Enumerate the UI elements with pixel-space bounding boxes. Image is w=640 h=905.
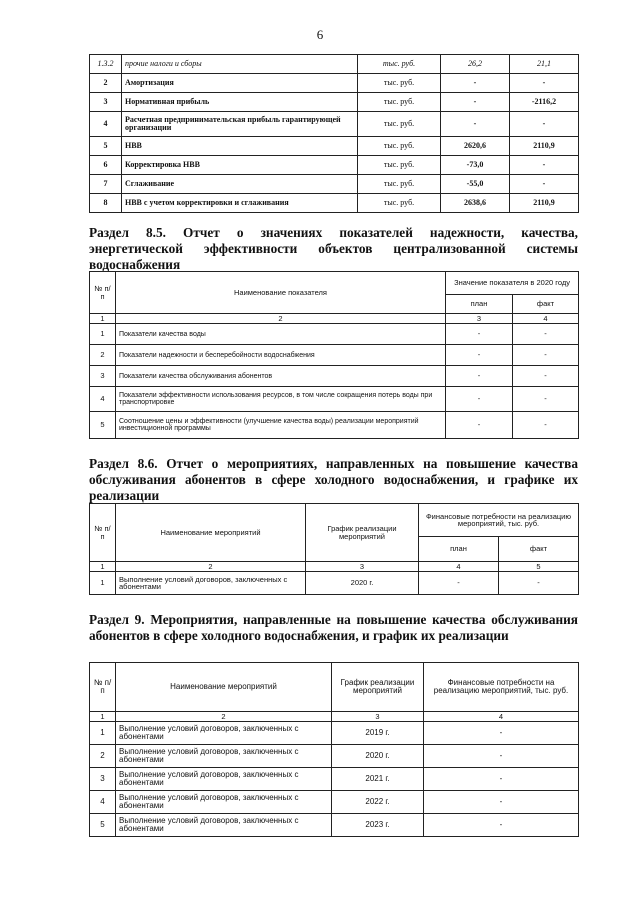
row-fact-value: - [510,175,579,194]
row-plan-value: - [446,324,513,345]
row-number: 3 [90,93,122,112]
measures-plan-table [89,662,579,837]
row-finance-value: - [424,722,579,745]
col-header-plan: план [446,295,513,314]
col-header-fact: факт [499,537,579,562]
row-schedule: 2021 г. [332,768,424,791]
table-row [90,55,579,74]
table-row [90,768,579,791]
table-row [90,791,579,814]
row-name: Расчетная предпринимательская прибыль гарантирующей организации [122,112,358,137]
row-fact-value: 21,1 [510,55,579,74]
table-row [90,112,579,137]
col-number: 1 [90,562,116,572]
row-plan-value: 26,2 [441,55,510,74]
row-plan-value: - [419,572,499,595]
row-name: Соотношение цены и эффективности (улучшение качества воды) реализации мероприятий инвестиционной программы [116,412,446,439]
section-8-6-heading: Раздел 8.6. Отчет о мероприятиях, направленных на повышение качества обслуживания абонентов в сфере холодного водоснабжения, и графике их реализации [89,456,578,503]
table-row [90,137,579,156]
row-plan-value: - [441,93,510,112]
table-row [90,366,579,387]
col-header-finance: Финансовые потребности на реализацию мероприятий, тыс. руб. [424,663,579,712]
row-plan-value: - [446,412,513,439]
row-number: 4 [90,112,122,137]
col-header-schedule: График реализации мероприятий [332,663,424,712]
row-fact-value: - [510,74,579,93]
row-plan-value: 2638,6 [441,194,510,213]
col-number: 4 [513,314,579,324]
row-plan-value: - [446,366,513,387]
row-plan-value: - [441,74,510,93]
col-header-num: № п/п [90,272,116,314]
table-row [90,745,579,768]
row-number: 1 [90,722,116,745]
row-fact-value: - [513,345,579,366]
table-row [90,387,579,412]
row-name: Показатели качества воды [116,324,446,345]
table-row [90,814,579,837]
row-finance-value: - [424,768,579,791]
row-fact-value: 2110,9 [510,194,579,213]
row-plan-value: - [446,345,513,366]
row-unit: тыс. руб. [358,194,441,213]
col-number: 4 [424,712,579,722]
table-row [90,93,579,112]
row-fact-value: - [513,412,579,439]
row-number: 5 [90,137,122,156]
col-number: 3 [332,712,424,722]
row-number: 7 [90,175,122,194]
col-number: 4 [419,562,499,572]
col-header-schedule: График реализации мероприятий [306,504,419,562]
col-header-finance: Финансовые потребности на реализацию мероприятий, тыс. руб. [419,504,579,537]
row-name: Выполнение условий договоров, заключенных с абонентами [116,722,332,745]
row-fact-value: - [513,387,579,412]
indicators-table [89,271,579,439]
row-plan-value: - [441,112,510,137]
row-unit: тыс. руб. [358,55,441,74]
row-name: Амортизация [122,74,358,93]
row-name: Выполнение условий договоров, заключенных с абонентами [116,768,332,791]
row-finance-value: - [424,814,579,837]
row-name: Выполнение условий договоров, заключенных с абонентами [116,814,332,837]
row-number: 1.3.2 [90,55,122,74]
section-8-5-heading: Раздел 8.5. Отчет о значениях показателей надежности, качества, энергетической эффективности объектов централизованной системы водоснабжения [89,225,578,272]
row-name: Выполнение условий договоров, заключенных с абонентами [116,572,306,595]
table-row [90,324,579,345]
row-unit: тыс. руб. [358,175,441,194]
row-fact-value: - [513,366,579,387]
row-schedule: 2020 г. [332,745,424,768]
row-name: Выполнение условий договоров, заключенных с абонентами [116,745,332,768]
row-unit: тыс. руб. [358,93,441,112]
row-number: 4 [90,791,116,814]
row-fact-value: - [510,156,579,175]
table-row [90,345,579,366]
row-schedule: 2019 г. [332,722,424,745]
row-schedule: 2022 г. [332,791,424,814]
row-number: 5 [90,412,116,439]
row-number: 6 [90,156,122,175]
table-row [90,572,579,595]
row-name: Показатели качества обслуживания абонентов [116,366,446,387]
row-fact-value: -2116,2 [510,93,579,112]
col-header-plan: план [419,537,499,562]
row-name: Показатели надежности и бесперебойности водоснабжения [116,345,446,366]
row-number: 1 [90,572,116,595]
row-schedule: 2023 г. [332,814,424,837]
row-plan-value: 2620,6 [441,137,510,156]
row-number: 2 [90,74,122,93]
row-unit: тыс. руб. [358,112,441,137]
col-number: 3 [306,562,419,572]
row-number: 4 [90,387,116,412]
col-number: 2 [116,314,446,324]
col-header-name: Наименование мероприятий [116,663,332,712]
row-number: 1 [90,324,116,345]
col-number: 2 [116,562,306,572]
table-row [90,175,579,194]
row-unit: тыс. руб. [358,137,441,156]
col-number: 3 [446,314,513,324]
table-row [90,194,579,213]
row-number: 3 [90,366,116,387]
row-name: НВВ [122,137,358,156]
row-plan-value: -73,0 [441,156,510,175]
row-plan-value: -55,0 [441,175,510,194]
row-number: 3 [90,768,116,791]
col-header-value: Значение показателя в 2020 году [446,272,579,295]
col-header-name: Наименование показателя [116,272,446,314]
table-row [90,74,579,93]
col-header-num: № п/п [90,504,116,562]
row-number: 2 [90,745,116,768]
row-number: 8 [90,194,122,213]
section-9-heading: Раздел 9. Мероприятия, направленные на повышение качества обслуживания абонентов в сфере холодного водоснабжения, и график их реализации [89,612,578,643]
table-row [90,412,579,439]
row-fact-value: - [513,324,579,345]
row-schedule: 2020 г. [306,572,419,595]
row-number: 2 [90,345,116,366]
col-number: 2 [116,712,332,722]
col-number: 1 [90,712,116,722]
cost-table [89,54,579,213]
page-number: 6 [316,27,324,42]
row-plan-value: - [446,387,513,412]
table-row [90,722,579,745]
row-name: Нормативная прибыль [122,93,358,112]
row-name: Корректировка НВВ [122,156,358,175]
row-name: прочие налоги и сборы [122,55,358,74]
col-header-name: Наименование мероприятий [116,504,306,562]
row-name: Выполнение условий договоров, заключенных с абонентами [116,791,332,814]
row-finance-value: - [424,791,579,814]
col-number: 5 [499,562,579,572]
row-fact-value: 2110,9 [510,137,579,156]
row-finance-value: - [424,745,579,768]
row-unit: тыс. руб. [358,74,441,93]
measures-report-table [89,503,579,595]
row-name: Сглаживание [122,175,358,194]
row-fact-value: - [499,572,579,595]
col-header-fact: факт [513,295,579,314]
row-name: НВВ с учетом корректировки и сглаживания [122,194,358,213]
col-number: 1 [90,314,116,324]
col-header-num: № п/п [90,663,116,712]
row-number: 5 [90,814,116,837]
row-name: Показатели эффективности использования ресурсов, в том числе сокращения потерь воды при транспортировке [116,387,446,412]
row-unit: тыс. руб. [358,156,441,175]
row-fact-value: - [510,112,579,137]
table-row [90,156,579,175]
